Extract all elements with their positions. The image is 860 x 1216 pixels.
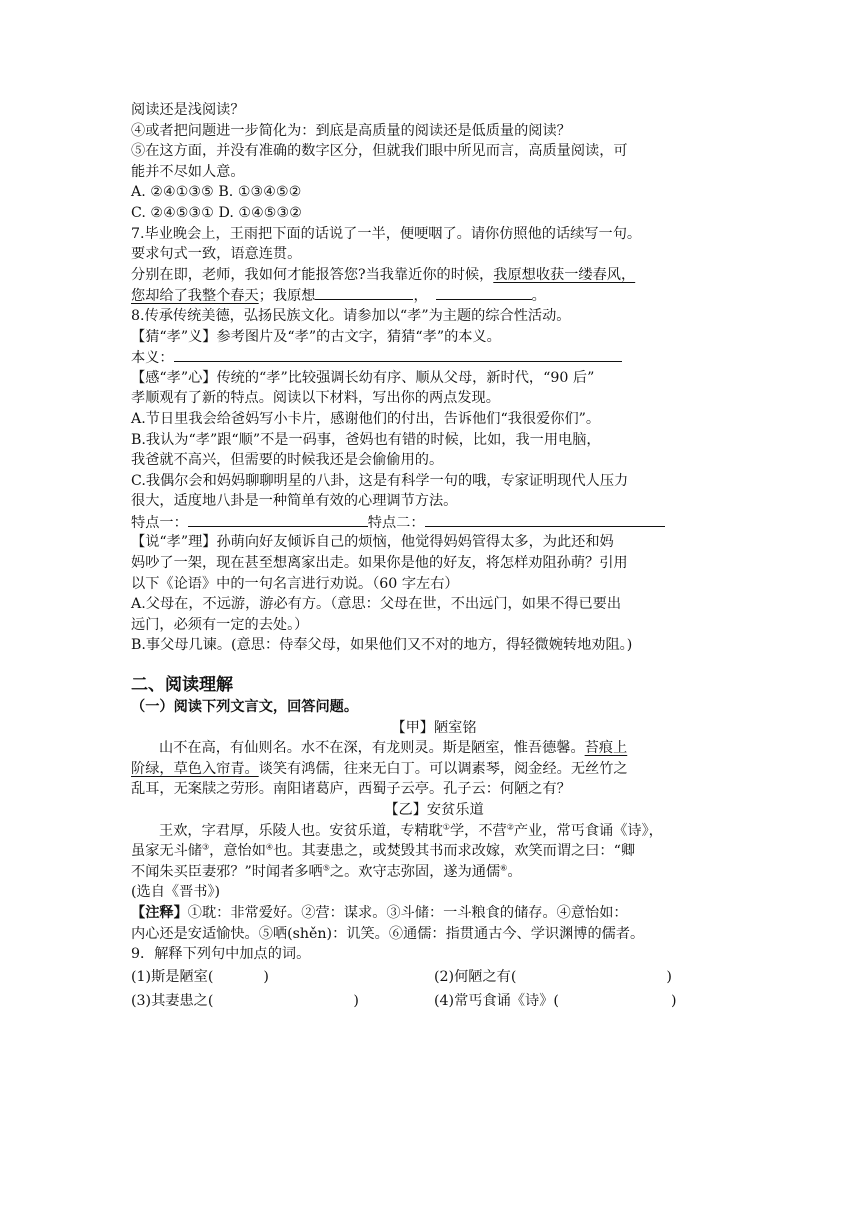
text-line: A.父母在，不远游，游必有方。（意思：父母在世，不出远门，如果不得已要出: [131, 596, 622, 613]
passage-line: [131, 821, 737, 842]
text-span: 特点二：: [367, 514, 425, 531]
notes-label: 【注释】: [131, 904, 188, 921]
text-span: 王欢，字君厚，乐陵人也。安贫乐道，专精耽: [159, 822, 443, 839]
text-line: 远门，必须有一定的去处。）: [131, 616, 309, 633]
text-span: ，: [413, 288, 428, 305]
text-line: 要求句式一致，语意连贯。: [131, 246, 302, 263]
passage-line: [131, 862, 737, 883]
footnote-mark: ③: [201, 842, 210, 852]
text-line: B.事父母几谏。(意思：侍奉父母，如果他们又不对的地方，得轻微婉转地劝阻。): [131, 637, 633, 654]
text-line: 孝顺观有了新的特点。阅读以下材料，写出你的两点发现。: [131, 390, 500, 407]
footnote-mark: ⑤: [322, 863, 330, 873]
text-span: 学，不营: [449, 822, 507, 839]
answer-blank[interactable]: [315, 285, 413, 300]
text-line: 【感“孝”心】传统的“孝”比较强调长幼有序、顺从父母，新时代，“90 后”: [131, 369, 595, 386]
text-span: 不闻朱买臣妻邪？”时闻者多哂: [131, 863, 323, 880]
sub-question: (4)常丐食诵《诗》( ): [434, 992, 677, 1009]
text-line: 很大，适度地八卦是一种简单有效的心理调节方法。: [131, 493, 458, 510]
passage-title: 【甲】陋室铭: [391, 719, 477, 736]
text-line: B.我认为“孝”跟“顺”不是一码事，爸妈也有错的时候，比如，我一用电脑，: [131, 431, 601, 448]
text-line: 以下《论语》中的一句名言进行劝说。（60 字左右）: [131, 575, 459, 592]
footnote-mark: ④: [265, 842, 274, 852]
text-span: 山不在高，有仙则名。水不在深，有龙则灵。斯是陋室，惟吾德馨。: [159, 740, 585, 757]
passage-line: 乱耳，无案牍之劳形。南阳诸葛庐，西蜀子云亭。孔子云：何陋之有？: [131, 781, 571, 798]
text-line: 能并不尽如人意。: [131, 163, 245, 180]
question-8: 8.传承传统美德，弘扬民族文化。请参加以“孝”为主题的综合性活动。: [131, 307, 571, 324]
text-line: [131, 512, 737, 533]
text-line: 阅读还是浅阅读？: [131, 102, 245, 118]
text-span: 分别在即，老师，我如何才能报答您?当我靠近你的时候，: [131, 266, 494, 283]
text-line: C.我偶尔会和妈妈聊聊明星的八卦，这是有科学一句的哦，专家证明现代人压力: [131, 472, 629, 489]
text-line: 我爸就不高兴，但需要的时候我还是会偷偷用的。: [131, 452, 444, 469]
text-span: 特点一：: [131, 514, 188, 531]
text-span: 之。欢守志弥固，遂为通儒: [329, 863, 501, 880]
text-line: 【说“孝”理】孙萌向好友倾诉自己的烦恼，他觉得妈妈管得太多，为此还和妈: [131, 534, 614, 551]
answer-blank[interactable]: [425, 512, 665, 527]
option-line: A. ②④①③⑤ B. ①③④⑤②: [131, 184, 302, 201]
text-line: 【猜“孝”义】参考图片及“孝”的古文字，猜猜“孝”的本义。: [131, 328, 501, 345]
notes-line: 内心还是安适愉快。⑤哂(shěn)：讥笑。⑥通儒：指贯通古今、学识渊博的儒者。: [131, 925, 645, 942]
text-line: A.节日里我会给爸妈写小卡片，感谢他们的付出，告诉他们“我很爱你们”。: [131, 410, 601, 427]
text-span: 也。其妻患之，或焚毁其书而求改嫁，欢笑而谓之曰：“卿: [273, 843, 636, 860]
text-line: ⑤在这方面，并没有准确的数字区分，但就我们眼中所见而言，高质量阅读，可: [131, 143, 628, 160]
text-line: ④或者把问题进一步简化为：到底是高质量的阅读还是低质量的阅读？: [131, 122, 571, 139]
underlined-text: 苔痕上: [584, 740, 628, 757]
passage-title: 【乙】安贫乐道: [384, 802, 484, 818]
section-title: 二、阅读理解: [131, 675, 233, 696]
text-line: [131, 265, 737, 286]
underlined-text: 我原想收获一缕春风，: [493, 266, 636, 283]
text-span: 谈笑有鸿儒，往来无白丁。可以调素琴，阅金经。无丝竹之: [258, 760, 628, 777]
question-9: 9．解释下列句中加点的词。: [131, 946, 311, 963]
footnote-mark: ⑥: [500, 863, 508, 873]
underlined-text: 阶绿，草色入帘青。: [131, 760, 259, 777]
sub-question: (1)斯是陋室( ): [131, 968, 269, 985]
text-line: 妈吵了一架，现在甚至想离家出走。如果你是他的好友，将怎样劝阻孙萌？引用: [131, 555, 628, 572]
text-span: 本义：: [131, 350, 174, 367]
footnote-mark: ②: [506, 821, 514, 831]
passage-line: [131, 759, 737, 780]
sub-question: (3)其妻患之( ): [131, 992, 359, 1009]
underlined-text: 您却给了我整个春天: [131, 288, 259, 305]
subsection-title: （一）阅读下列文言文，回答问题。: [131, 699, 359, 716]
text-span: ①耽：非常爱好。②营：谋求。③斗储：一斗粮食的储存。④意怡如：: [187, 904, 628, 921]
text-span: ；我原想: [258, 288, 316, 305]
question-7: 7.毕业晚会上，王雨把下面的话说了一半，便哽咽了。请你仿照他的话续写一句。: [131, 225, 642, 242]
sub-question: (2)何陋之有( ): [434, 968, 672, 985]
question-row: [131, 965, 737, 989]
text-span: 。: [507, 863, 522, 880]
text-span: ，意怡如: [209, 843, 266, 860]
option-line: C. ②④⑤③① D. ①④⑤③②: [131, 204, 302, 221]
answer-blank[interactable]: [188, 512, 368, 527]
text-span: 。: [531, 288, 546, 305]
document-page: [131, 100, 737, 1013]
notes-line: [131, 903, 737, 924]
text-span: 产业，常丐食诵《诗》，: [513, 822, 663, 839]
passage-line: [131, 841, 737, 862]
passage-line: [131, 738, 737, 759]
answer-blank[interactable]: [436, 285, 532, 300]
text-line: [131, 347, 737, 368]
question-row: [131, 989, 737, 1013]
text-span: 虽家无斗储: [131, 843, 202, 860]
text-line: [131, 285, 737, 306]
footnote-mark: ①: [442, 821, 450, 831]
answer-blank[interactable]: [174, 347, 622, 362]
source-line: (选自《晋书》): [131, 884, 221, 901]
